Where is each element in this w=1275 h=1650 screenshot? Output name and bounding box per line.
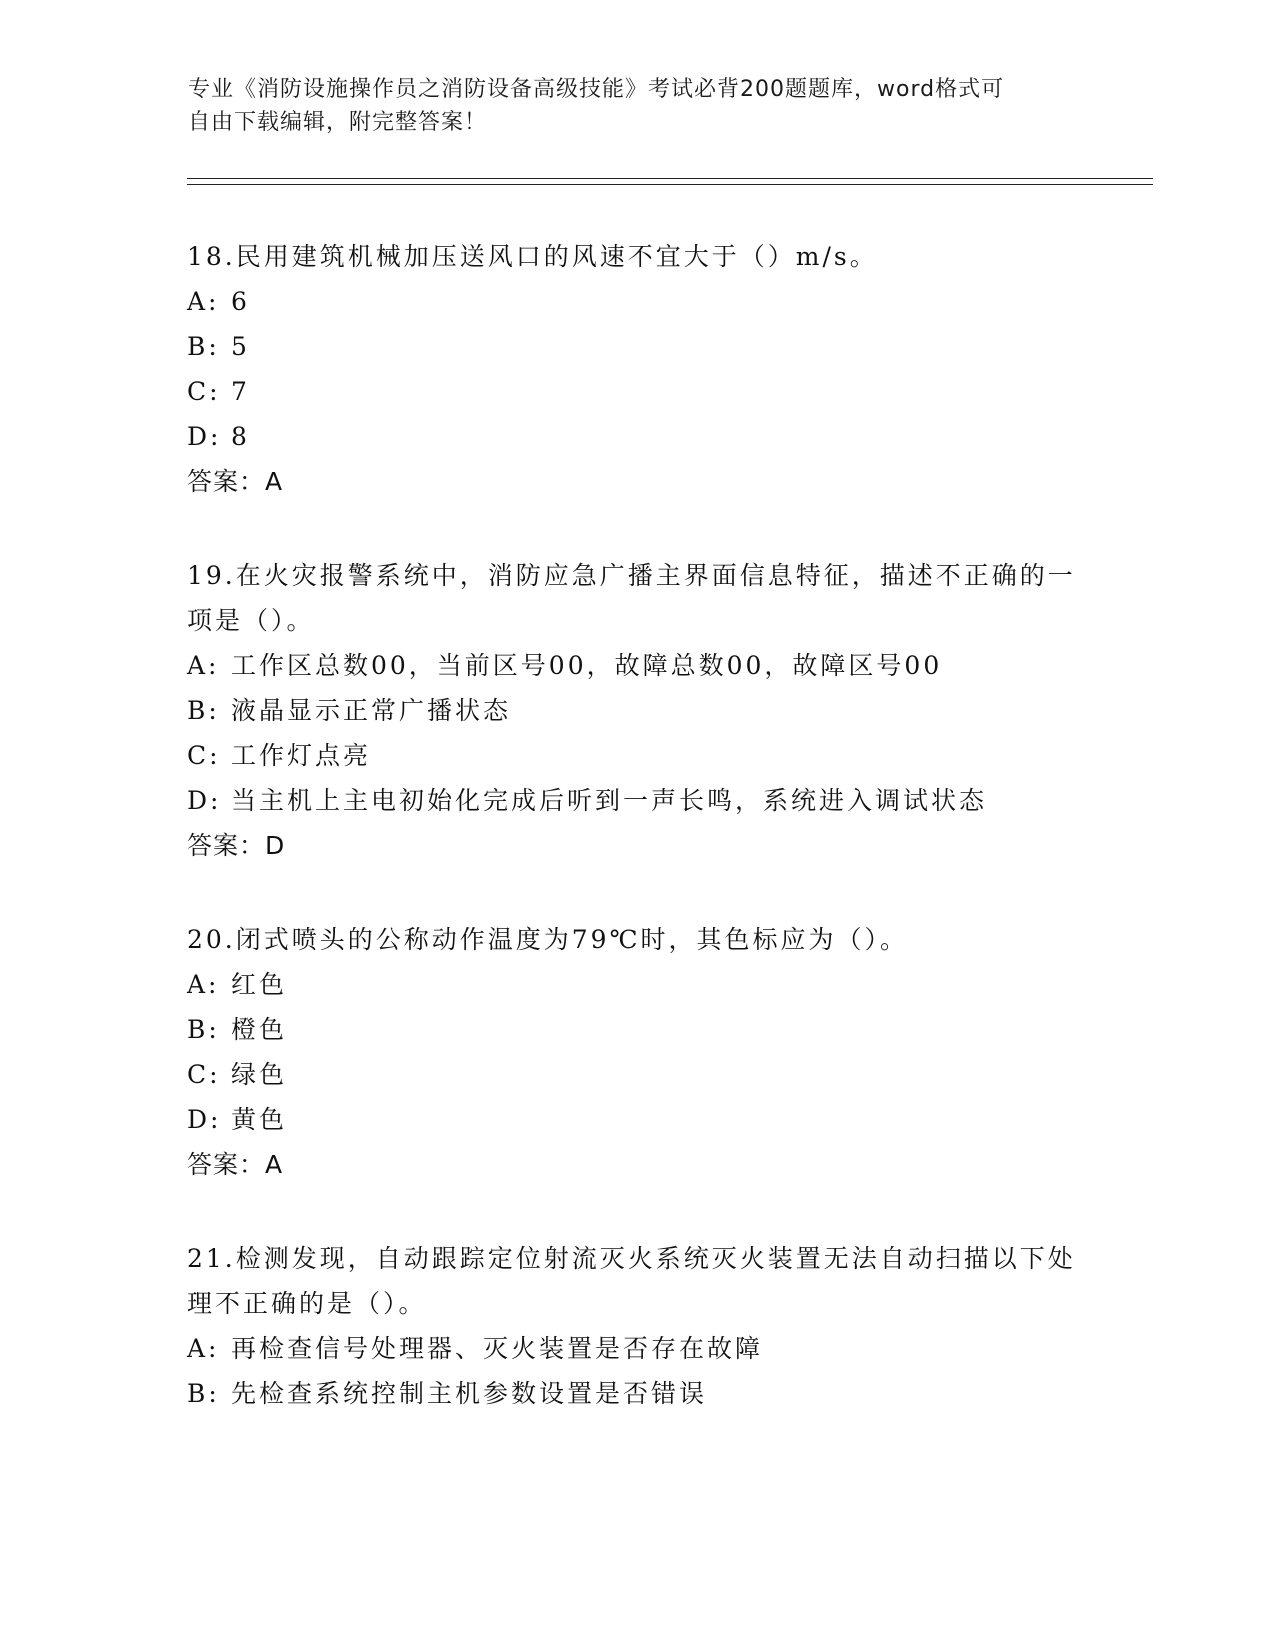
question-20: [187, 917, 1087, 1187]
option-text: 8: [231, 422, 250, 451]
answer-line: 答案：A: [187, 1150, 284, 1179]
question-text: 18.民用建筑机械加压送风口的风速不宜大于（）m/s。: [187, 242, 878, 271]
option-letter: B:: [187, 1379, 220, 1408]
option-a: [187, 279, 1087, 324]
option-text: 再检查信号处理器、灭火装置是否存在故障: [231, 1334, 764, 1363]
option-d: [187, 778, 1087, 823]
option-b: [187, 688, 1087, 733]
option-text: 橙色: [231, 1015, 288, 1044]
option-letter: B:: [187, 332, 220, 361]
document-header: [188, 73, 1068, 139]
option-a: [187, 643, 1087, 688]
option-text: 7: [231, 377, 250, 406]
option-letter: B:: [187, 696, 220, 725]
option-text: 液晶显示正常广播状态: [231, 696, 512, 725]
option-letter: D:: [187, 422, 222, 451]
answer-line: 答案：D: [187, 831, 286, 860]
header-line-1: 专业《消防设施操作员之消防设备高级技能》考试必背200题题库，word格式可: [188, 77, 1005, 102]
question-text: 21.检测发现，自动跟踪定位射流灭火系统灭火装置无法自动扫描以下处理不正确的是（）。: [187, 1244, 1076, 1318]
option-text: 6: [231, 287, 250, 316]
option-letter: A:: [187, 1334, 220, 1363]
option-d: [187, 414, 1087, 459]
option-text: 工作区总数00，当前区号00，故障总数00，故障区号00: [231, 651, 943, 680]
option-d: [187, 1097, 1087, 1142]
option-letter: C:: [187, 741, 221, 770]
option-b: [187, 1007, 1087, 1052]
option-letter: C:: [187, 377, 221, 406]
option-c: [187, 1052, 1087, 1097]
question-18: [187, 234, 1087, 504]
option-c: [187, 369, 1087, 414]
option-text: 红色: [231, 970, 288, 999]
option-a: [187, 962, 1087, 1007]
question-21: [187, 1236, 1087, 1416]
option-c: [187, 733, 1087, 778]
question-19: [187, 553, 1087, 868]
option-text: 先检查系统控制主机参数设置是否错误: [231, 1379, 708, 1408]
answer-line: 答案：A: [187, 467, 284, 496]
option-text: 绿色: [231, 1060, 288, 1089]
option-letter: D:: [187, 1105, 222, 1134]
option-letter: B:: [187, 1015, 220, 1044]
option-text: 5: [231, 332, 250, 361]
option-text: 工作灯点亮: [231, 741, 372, 770]
option-letter: A:: [187, 651, 220, 680]
option-b: [187, 1371, 1087, 1416]
header-divider-top: [187, 178, 1153, 179]
option-letter: A:: [187, 970, 220, 999]
option-letter: C:: [187, 1060, 221, 1089]
question-text: 20.闭式喷头的公称动作温度为79℃时，其色标应为（）。: [187, 925, 909, 954]
option-text: 黄色: [231, 1105, 288, 1134]
question-text: 19.在火灾报警系统中，消防应急广播主界面信息特征，描述不正确的一项是（）。: [187, 561, 1076, 635]
option-letter: A:: [187, 287, 220, 316]
header-line-2: 自由下载编辑，附完整答案！: [188, 110, 488, 135]
option-b: [187, 324, 1087, 369]
option-letter: D:: [187, 786, 222, 815]
option-text: 当主机上主电初始化完成后听到一声长鸣，系统进入调试状态: [231, 786, 988, 815]
header-divider-bottom: [187, 184, 1153, 185]
option-a: [187, 1326, 1087, 1371]
